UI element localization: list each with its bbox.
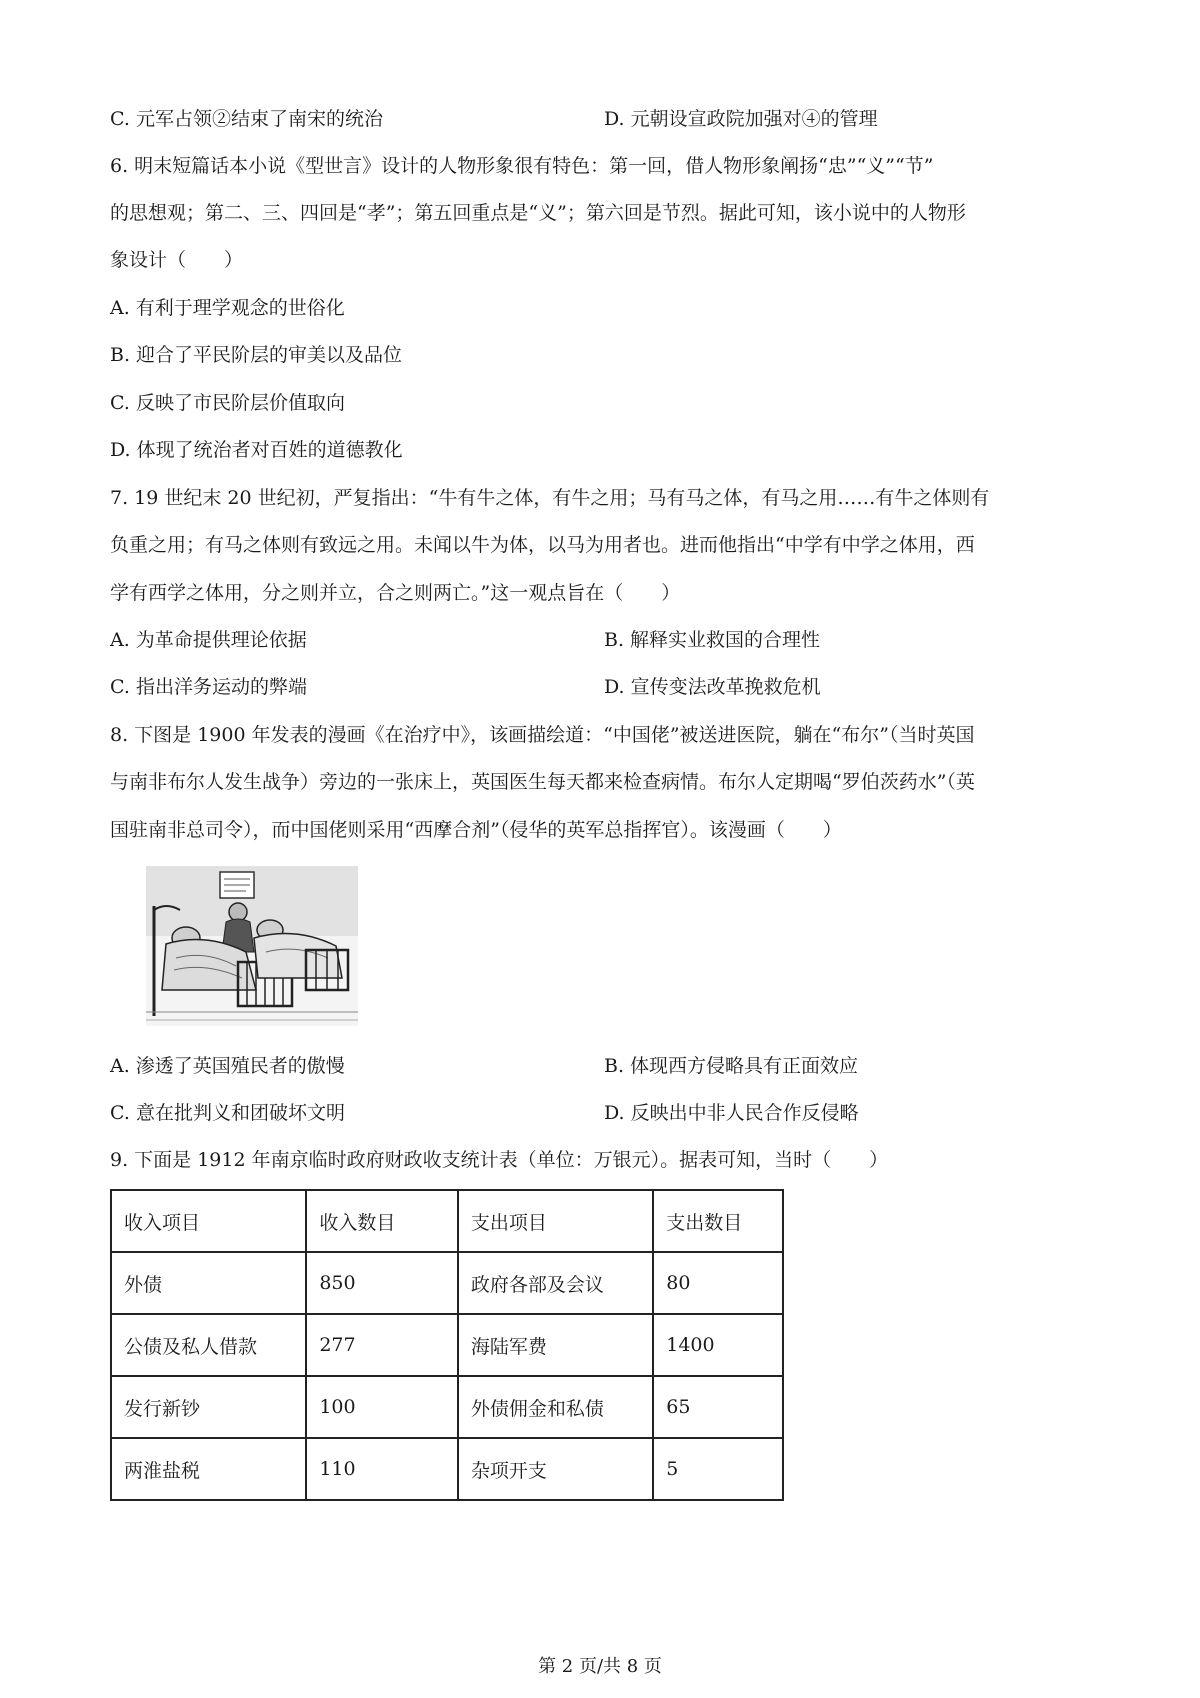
table-row [111,1314,783,1376]
table-row [111,1376,783,1438]
q5-option-d: D. 元朝设宣政院加强对④的管理 [604,108,878,130]
q6-option-a: A. 有利于理学观念的世俗化 [110,297,345,319]
table-cell: 海陆军费 [458,1314,653,1376]
q6-stem-line-2: 的思想观；第二、三、四回是“孝”；第五回重点是“义”；第六回是节烈。据此可知，该小说中的人物形 [110,202,966,224]
q6-option-d: D. 体现了统治者对百姓的道德教化 [110,439,403,461]
q7-option-b: B. 解释实业救国的合理性 [604,629,821,651]
q5-option-c: C. 元军占领②结束了南宋的统治 [110,108,383,130]
q7-option-d: D. 宣传变法改革挽救危机 [604,676,821,698]
q8-stem-line-2: 与南非布尔人发生战争）旁边的一张床上，英国医生每天都来检查病情。布尔人定期喝“罗伯茨药水”（英 [110,771,975,793]
table-header-cell: 收入数目 [306,1190,458,1252]
table-cell: 65 [653,1376,783,1438]
table-cell: 5 [653,1438,783,1500]
table-cell: 277 [306,1314,458,1376]
table-row [111,1252,783,1314]
q6-stem-line-3: 象设计（ ） [110,249,244,271]
table-cell: 发行新钞 [111,1376,306,1438]
table-cell: 100 [306,1376,458,1438]
q7-option-c: C. 指出洋务运动的弊端 [110,676,307,698]
finance-table [110,1189,784,1501]
q7-stem-line-2: 负重之用；有马之体则有致远之用。未闻以牛为体，以马为用者也。进而他指出“中学有中学之体用，西 [110,534,975,556]
q8-option-a: A. 渗透了英国殖民者的傲慢 [110,1055,345,1077]
q7-option-a: A. 为革命提供理论依据 [110,629,307,651]
table-cell: 850 [306,1252,458,1314]
table-cell: 1400 [653,1314,783,1376]
table-cell: 80 [653,1252,783,1314]
q8-option-c: C. 意在批判义和团破坏文明 [110,1102,345,1124]
q9-stem: 9. 下面是 1912 年南京临时政府财政收支统计表（单位：万银元）。据表可知，当时（ ） [110,1149,889,1171]
q6-option-c: C. 反映了市民阶层价值取向 [110,392,345,414]
table-header-cell: 支出数目 [653,1190,783,1252]
q8-option-b: B. 体现西方侵略具有正面效应 [604,1055,859,1077]
table-header-row [111,1190,783,1252]
table-cell: 外债 [111,1252,306,1314]
table-cell: 110 [306,1438,458,1500]
table-cell: 外债佣金和私债 [458,1376,653,1438]
q6-option-b: B. 迎合了平民阶层的审美以及品位 [110,344,403,366]
q7-stem-line-3: 学有西学之体用，分之则并立，合之则两亡。”这一观点旨在（ ） [110,582,681,604]
cartoon-illustration [146,866,358,1026]
table-row [111,1438,783,1500]
table-header-cell: 支出项目 [458,1190,653,1252]
table-header-cell: 收入项目 [111,1190,306,1252]
q7-stem-line-1: 7. 19 世纪末 20 世纪初，严复指出：“牛有牛之体，有牛之用；马有马之体，有马之用……有牛之体则有 [110,487,990,509]
q8-stem-line-1: 8. 下图是 1900 年发表的漫画《在治疗中》，该画描绘道：“中国佬”被送进医院，躺在“布尔”（当时英国 [110,724,975,746]
table-cell: 政府各部及会议 [458,1252,653,1314]
table-cell: 两淮盐税 [111,1438,306,1500]
page-footer: 第 2 页/共 8 页 [538,1656,662,1677]
table-cell: 公债及私人借款 [111,1314,306,1376]
q6-stem-line-1: 6. 明末短篇话本小说《型世言》设计的人物形象很有特色：第一回，借人物形象阐扬“忠”“义”“节” [110,155,934,177]
q8-option-d: D. 反映出中非人民合作反侵略 [604,1102,859,1124]
table-cell: 杂项开支 [458,1438,653,1500]
q8-stem-line-3: 国驻南非总司令），而中国佬则采用“西摩合剂”（侵华的英军总指挥官）。该漫画（ ） [110,819,842,841]
